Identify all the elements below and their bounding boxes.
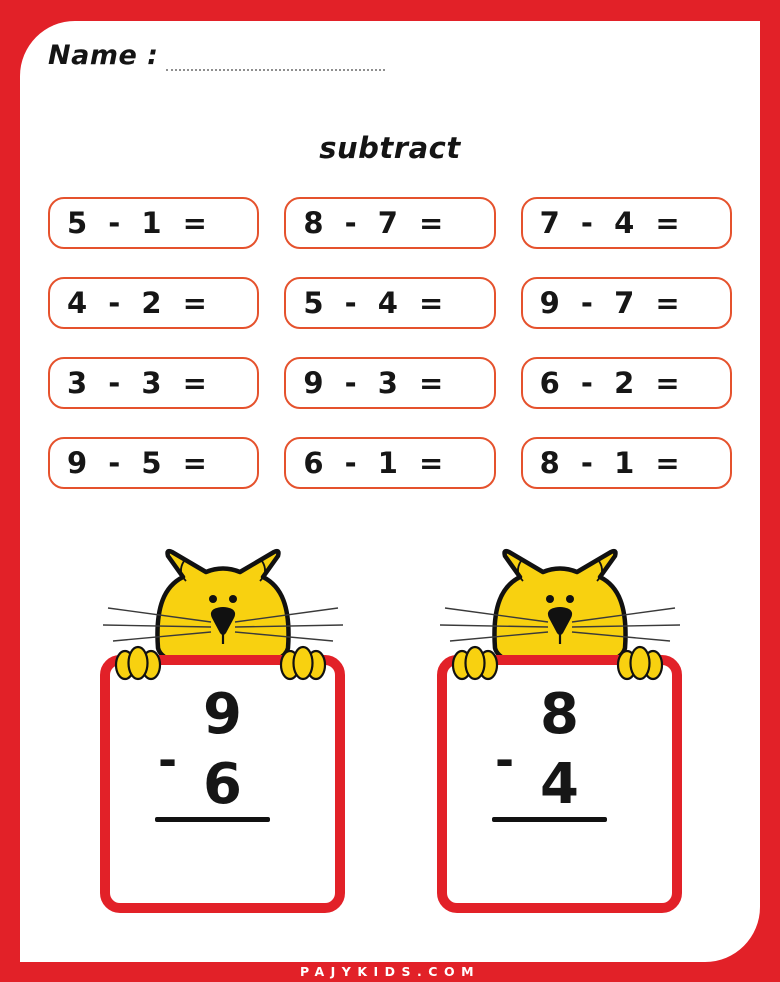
name-row [48, 40, 385, 71]
minus-sign: - [158, 733, 178, 787]
problem-box-10[interactable] [48, 437, 259, 489]
subtrahend: 6 [203, 752, 242, 817]
name-fill-in-line[interactable] [166, 41, 385, 71]
answer-line[interactable] [155, 817, 270, 822]
cat-paws-icon [100, 644, 345, 688]
problem-text: 8 - 7 = [303, 206, 446, 240]
problem-box-6[interactable] [521, 277, 732, 329]
problem-box-9[interactable] [521, 357, 732, 409]
problem-text: 5 - 1 = [67, 206, 209, 240]
cat-paws-icon [437, 644, 682, 688]
problem-box-11[interactable] [284, 437, 495, 489]
problem-text: 8 - 1 = [539, 446, 682, 480]
minuend: 8 [540, 682, 579, 747]
problem-box-12[interactable] [521, 437, 732, 489]
problem-box-1[interactable] [48, 197, 259, 249]
problem-text: 6 - 1 = [303, 446, 446, 480]
subtrahend: 4 [540, 752, 579, 817]
problem-text: 9 - 7 = [539, 286, 682, 320]
problems-grid [48, 197, 732, 489]
answer-card-left[interactable] [100, 655, 345, 913]
problem-box-4[interactable] [48, 277, 259, 329]
minuend: 9 [203, 682, 242, 747]
problem-text: 5 - 4 = [303, 286, 446, 320]
problem-box-5[interactable] [284, 277, 495, 329]
cat-card-unit-left [100, 548, 345, 918]
problem-box-8[interactable] [284, 357, 495, 409]
problem-text: 6 - 2 = [539, 366, 682, 400]
name-label: Name : [48, 40, 159, 71]
problem-box-3[interactable] [521, 197, 732, 249]
answer-card-right[interactable] [437, 655, 682, 913]
cat-card-unit-right [437, 548, 682, 918]
answer-line[interactable] [492, 817, 607, 822]
problem-text: 3 - 3 = [67, 366, 209, 400]
problem-text: 9 - 5 = [67, 446, 209, 480]
problem-text: 9 - 3 = [303, 366, 446, 400]
problem-box-7[interactable] [48, 357, 259, 409]
page-title: subtract [319, 131, 461, 165]
problem-text: 4 - 2 = [67, 286, 209, 320]
problem-text: 7 - 4 = [539, 206, 682, 240]
footer-site-url: PAJYKIDS.COM [299, 964, 481, 979]
minus-sign: - [495, 733, 515, 787]
problem-box-2[interactable] [284, 197, 495, 249]
